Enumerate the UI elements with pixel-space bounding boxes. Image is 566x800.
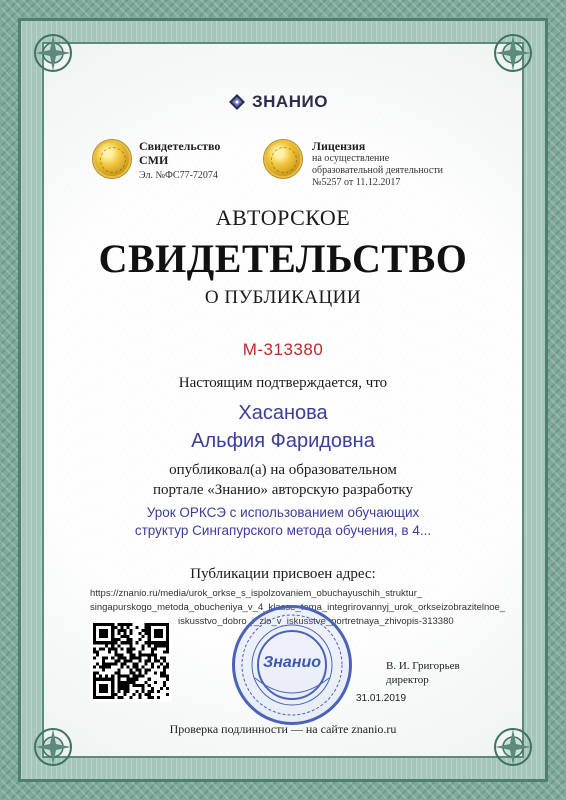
publication-url-line3: iskusstvo_dobro_i_zlo_v_iskusstve_portretnaya_zhivopis-313380: [178, 616, 454, 627]
gold-seal-icon: [93, 140, 131, 178]
certificate-title: СВИДЕТЕЛЬСТВО: [98, 236, 468, 281]
body-text-line1: опубликовал(а) на образовательном: [169, 462, 397, 478]
gold-seal-icon: [264, 140, 302, 178]
director-name: В. И. Григорьев: [386, 660, 460, 672]
recipient-first-name: Альфия Фаридовна: [191, 430, 375, 452]
publication-url-line2: singapurskogo_metoda_obucheniya_v_4_klasse_tema_integrirovannyj_urok_orkseizobrazitelnoe_: [90, 602, 506, 613]
recipient-last-name: Хасанова: [238, 402, 328, 424]
confirm-text: Настоящим подтверждается, что: [178, 375, 388, 391]
qr-code[interactable]: [90, 620, 172, 702]
badge-smi-number: Эл. №ФС77-72074: [139, 170, 218, 181]
certificate-number: М-313380: [242, 340, 324, 359]
address-title: Публикации присвоен адрес:: [190, 566, 376, 582]
director-role: директор: [386, 674, 429, 686]
body-text-line2: портале «Знанио» авторскую разработку: [153, 482, 413, 498]
publication-url-line1: https://znanio.ru/media/urok_orkse_s_ispolzovaniem_obuchayuschih_struktur_: [90, 588, 423, 599]
brand-logo: [228, 92, 328, 112]
official-stamp: [232, 605, 352, 725]
brand-name: ЗНАНИО: [252, 92, 328, 111]
badge-smi-title: Свидетельство СМИ: [139, 139, 221, 167]
certificate-post-title: О ПУБЛИКАЦИИ: [204, 287, 362, 308]
verification-footer: Проверка подлинности — на сайте znanio.ru: [169, 722, 397, 736]
corner-ornament-icon: [490, 30, 536, 76]
work-title-line1: Урок ОРКСЭ с использованием обучающих: [146, 505, 420, 520]
work-title-line2: структур Сингапурского метода обучения, в 4...: [134, 523, 432, 538]
stamp-center-text: Знанио: [262, 654, 322, 671]
qr-code-icon: [93, 623, 169, 699]
corner-ornament-icon: [30, 30, 76, 76]
signature-date: 31.01.2019: [356, 693, 407, 704]
znanio-logo-icon: [228, 93, 246, 111]
certificate-pre-title: АВТОРСКОЕ: [215, 205, 351, 230]
badge-license-details: на осуществление образовательной деятельности №5257 от 11.12.2017: [312, 153, 443, 188]
badge-license-title: Лицензия: [312, 139, 366, 153]
